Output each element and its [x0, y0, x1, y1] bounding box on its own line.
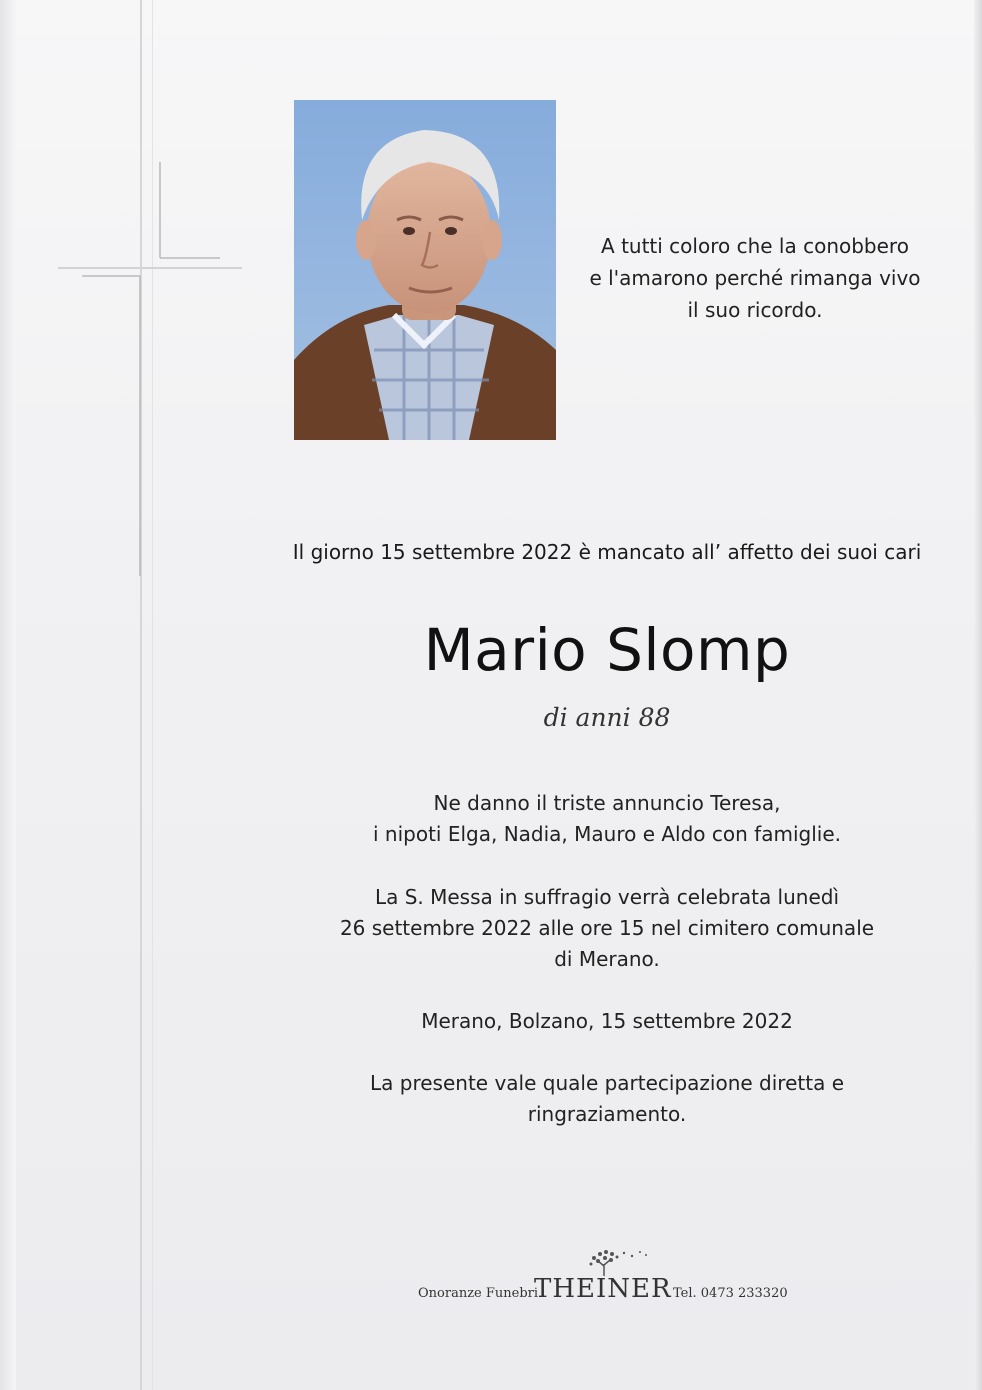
mass-line: di Merano. — [554, 947, 660, 971]
page-edge-right — [974, 0, 982, 1390]
announcement-line: Ne danno il triste annuncio Teresa, — [433, 791, 781, 815]
announcement-text — [280, 788, 934, 850]
quote-line: e l'amarono perché rimanga vivo — [589, 266, 921, 290]
thanks-line: La presente vale quale partecipazione diretta e — [370, 1071, 844, 1095]
funeral-home-phone: Tel. 0473 233320 — [673, 1286, 788, 1301]
funeral-home-brand: THEINER — [534, 1274, 672, 1304]
deceased-name: Mario Slomp — [423, 616, 791, 684]
place-date: Merano, Bolzano, 15 settembre 2022 — [421, 1009, 793, 1033]
funeral-home-footer — [380, 1244, 840, 1314]
quote-line: A tutti coloro che la conobbero — [601, 234, 909, 258]
intro-text: Il giorno 15 settembre 2022 è mancato all’ affetto dei suoi cari — [292, 540, 922, 564]
dedication-quote — [580, 230, 930, 326]
funeral-home-label: Onoranze Funebri — [418, 1286, 539, 1301]
quote-line: il suo ricordo. — [687, 298, 823, 322]
thanks-line: ringraziamento. — [527, 1102, 687, 1126]
tree-icon — [580, 1244, 650, 1278]
cross-icon — [0, 0, 260, 600]
mass-info — [280, 882, 934, 975]
announcement-line: i nipoti Elga, Nadia, Mauro e Aldo con famiglie. — [373, 822, 841, 846]
thanks-text — [280, 1068, 934, 1130]
portrait-photo — [294, 100, 556, 440]
deceased-age: di anni 88 — [543, 703, 671, 732]
mass-line: La S. Messa in suffragio verrà celebrata lunedì — [374, 885, 840, 909]
mass-line: 26 settembre 2022 alle ore 15 nel cimitero comunale — [339, 916, 875, 940]
